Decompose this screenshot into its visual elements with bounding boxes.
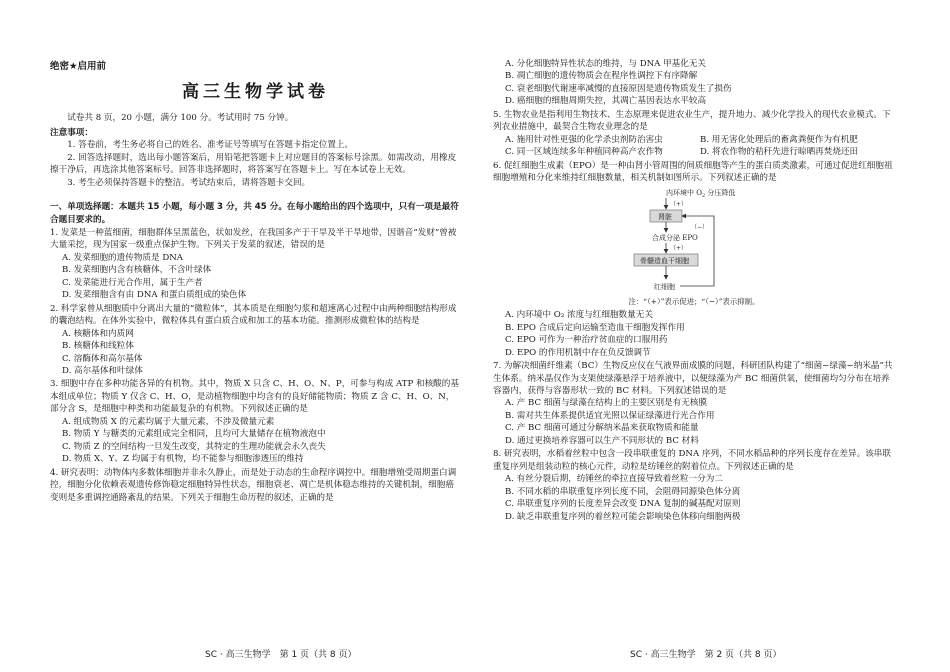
notice-item: 3. 考生必须保持答题卡的整洁。考试结束后，请将答题卡交回。 (67, 177, 311, 188)
question-option: D. 高尔基体和叶绿体 (62, 366, 143, 377)
question-option: B. 发菜细胞内含有核糖体，不含叶绿体 (62, 265, 212, 276)
page-footer: SC · 高三生物学 第 1 页（共 8 页） (205, 649, 357, 660)
confidential-mark: 绝密★启用前 (50, 61, 107, 72)
question-option: A. 产 BC 细菌与绿藻在结构上的主要区别是有无核膜 (505, 398, 708, 409)
question-option: C. 产 BC 细菌可通过分解纳米晶来获取物质和能量 (505, 423, 699, 434)
o2-label: 内环境中 $O_2$ 分压降低 (666, 188, 736, 199)
epo-diagram (493, 187, 895, 295)
question-option: A. 内环境中 O₂ 浓度与红细胞数量无关 (505, 310, 653, 321)
question-option: C. 物质 Z 的空间结构一旦发生改变，其特定的生理功能就会永久丧失 (62, 441, 326, 452)
rbc-label: 红细胞 (654, 282, 675, 291)
epo-flow-svg (594, 187, 794, 295)
page-footer: SC · 高三生物学 第 2 页（共 8 页） (630, 649, 782, 660)
section-heading: 一、单项选择题：本题共 15 小题，每小题 3 分，共 45 分。在每小题给出的四个选项中，只有一项是最符合题目要求的。 (50, 202, 459, 225)
exam-title: 高三生物学试卷 (182, 81, 329, 102)
plus-label: （+） (670, 200, 688, 208)
minus-label: （−） (691, 223, 709, 231)
question-option: D. 通过更换培养容器可以生产不同形状的 BC 材料 (505, 435, 699, 446)
question-option: D. EPO 的作用机制中存在负反馈调节 (505, 347, 651, 358)
question-option: A. 有丝分裂后期，纺锤丝的牵拉直接导致着丝粒一分为二 (505, 474, 723, 485)
question-option: D. 缺乏串联重复序列的着丝粒可能会影响染色体移向细胞两极 (505, 511, 741, 522)
page-right (475, 0, 950, 672)
question-option: C. 溶酶体和高尔基体 (62, 353, 143, 364)
question-option: A. 组成物质 X 的元素均属于大量元素，不涉及微量元素 (62, 416, 275, 427)
question-option: B. 核糖体和线粒体 (62, 341, 134, 352)
question-stem: 2. 科学家曾从细胞质中分离出大量的“微粒体”，其本质是在细胞匀浆和超速离心过程中由两种细胞结构形成的囊泡结构。在体外实验中，微粒体具有蛋白质合成和加工的基本功能。推测形成微粒体的结构是 (50, 303, 457, 327)
question-option: D. 发菜细胞含有由 DNA 和蛋白质组成的染色体 (62, 290, 247, 301)
kidney-label: 肾脏 (658, 212, 672, 221)
question-option: B. 用无害化处理后的畜禽粪便作为有机肥 (700, 134, 858, 145)
question-option: D. 将农作物的秸秆先进行晾晒再焚烧还田 (700, 147, 859, 158)
question-stem: 7. 为解决细菌纤维素（BC）生物反应仪在气液界面成膜的问题，科研团队构建了“细菌−绿藻−纳米晶”共生体系。纳米晶仅作为支架使绿藻悬浮于培养液中，以便绿藻为产 BC 细菌供氧，使细菌均匀分布在培养容器内，获得与容器形状一致的 BC 材料。下列叙述错误的是 (493, 361, 893, 396)
question-option: B. EPO 合成后定向运输至造血干细胞发挥作用 (505, 322, 685, 333)
question-option: D. 物质 X、Y、Z 均属于有机物，均不能参与细胞渗透压的维持 (62, 454, 304, 465)
question-option: B. 物质 Y 与糖类的元素组成完全相同，且均可大量储存在植物液泡中 (62, 429, 326, 440)
question-option: A. 施用针对性更强的化学杀虫剂防治害虫 (505, 134, 663, 145)
question-option: B. 需对共生体系提供适宜光照以保证绿藻进行光合作用 (505, 410, 715, 421)
question-option: C. 串联重复序列的长度差异会改变 DNA 复制的碱基配对原则 (505, 499, 741, 510)
question-option: A. 分化细胞特异性状态的维持，与 DNA 甲基化无关 (505, 59, 707, 69)
notice-heading: 注意事项： (50, 127, 93, 138)
marrow-label: 骨髓造血干细胞 (640, 256, 689, 265)
exam-meta: 试卷共 8 页，20 小题，满分 100 分。考试用时 75 分钟。 (67, 113, 294, 124)
question-option: C. 衰老细胞代谢速率减慢的直接原因是遗传物质发生了损伤 (505, 83, 732, 94)
question-option: D. 癌细胞的细胞周期失控，其凋亡基因表达水平较高 (505, 96, 707, 107)
question-stem: 6. 促红细胞生成素（EPO）是一种由肾小管周围的间质细胞等产生的蛋白质类激素，可通过促进红细胞祖细胞增殖和分化来维持红细胞数量，相关机制如图所示。下列叙述正确的是 (493, 160, 893, 184)
option-row (493, 146, 895, 158)
question-option: B. 不同水稻的串联重复序列长度不同，会阻碍同源染色体分离 (505, 486, 741, 497)
option-row (493, 134, 895, 146)
question-option: B. 凋亡细胞的遗传物质会在程序性调控下有序降解 (505, 71, 698, 82)
question-stem: 3. 细胞中存在多种功能各异的有机物。其中，物质 X 只含 C、H、O、N、P，可参与构成 ATP 和核酸的基本组成单位；物质 Y 仅含 C、H、O，是动植物细胞中均含有的良好储能物质；物质 Z 含 C、H、O、N，部分含 S，是细胞中种类和功能最复杂的有机物。下列叙述正确的是 (50, 379, 459, 415)
epo-label: 合成分泌 EPO (652, 233, 698, 242)
notice-item: 2. 回答选择题时，选出每小题答案后，用铅笔把答题卡上对应题目的答案标号涂黑。如需改动，用橡皮擦干净后，再选涂其他答案标号。回答非选择题时，将答案写在答题卡上。写在本试卷上无效。 (50, 152, 457, 176)
question-option: C. EPO 可作为一种治疗贫血症的口服用药 (505, 335, 668, 346)
question-stem: 1. 发菜是一种蓝细菌，细胞群体呈黑蓝色，状如发丝，在我国多产于干旱及半干旱地带，因谐音“发财”曾被大量采挖，现为国家一级重点保护生物。下列关于发菜的叙述，错误的是 (50, 228, 457, 251)
question-option: C. 发菜能进行光合作用，属于生产者 (62, 277, 203, 288)
question-stem: 8. 研究表明，水稻着丝粒中包含一段串联重复的 DNA 序列，不同水稻品种的序列长度存在差异。该串联重复序列是组装动粒的核心元件，动粒是纺锤丝的附着位点。下列叙述正确的是 (493, 449, 891, 472)
plus-label: （+） (670, 244, 688, 252)
question-option: A. 核糖体和内质网 (62, 328, 134, 339)
notice-item: 1. 答卷前，考生务必将自己的姓名、准考证号等填写在答题卡指定位置上。 (67, 140, 354, 151)
question-option: A. 发菜细胞的遗传物质是 DNA (62, 252, 183, 263)
question-stem: 4. 研究表明：动物体内多数体细胞并非永久静止，而是处于动态的生命程序调控中。细胞增殖受周期蛋白调控，细胞分化依赖表观遗传修饰稳定细胞特异性状态，细胞衰老、凋亡是机体稳态维持的关键机制，细胞癌变则是多重调控通路紊乱的结果。下列关于细胞生命历程的叙述，正确的是 (50, 467, 457, 503)
question-option: C. 同一区域连续多年种植同种高产农作物 (505, 147, 663, 158)
question-stem: 5. 生物农业是指利用生物技术、生态原理来促进农业生产，提升地力、减少化学投入的现代农业模式。下列农业措施中，最契合生物农业理念的是 (493, 109, 891, 133)
figure-note: 注：“（+）”表示促进；“（−）”表示抑制。 (628, 296, 760, 306)
